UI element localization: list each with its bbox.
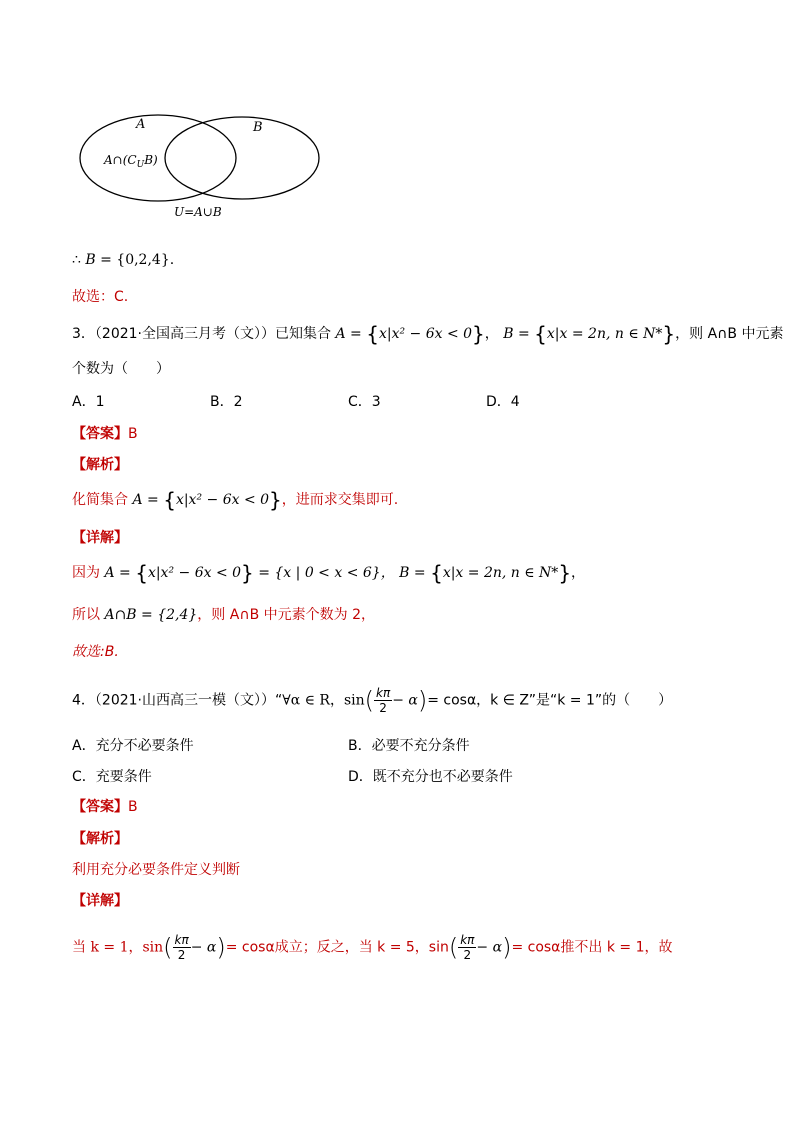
q4-detail-part3: = cosα推不出 k = 1，故 [511, 939, 673, 956]
q4-analysis-tag: 【解析】 [72, 831, 128, 847]
q4-option-c: C．充要条件 [72, 769, 152, 785]
q4-stem-after: = cosα，k ∈ Z”是“k = 1”的（ ） [427, 692, 673, 709]
q3-analysis-text: 化简集合 A = {x|x² − 6x < 0}，进而求交集即可. [72, 488, 399, 512]
q3-detail2-intersection: A∩B = {2,4} [104, 607, 198, 623]
q4-answer-value: B [128, 799, 138, 815]
q3-stem-prefix: 3．（2021·全国高三月考（文））已知集合 [72, 326, 331, 342]
q4-detail-frac2-num: kπ [460, 933, 475, 947]
q3-detail-tag: 【详解】 [72, 530, 128, 546]
venn-label-inner: $A\cap(C_UB)$ [104, 153, 158, 170]
q3-option-d: D．4 [486, 394, 520, 410]
q3-detail2-suffix: ，则 A∩B 中元素个数为 2， [197, 607, 375, 623]
q3-stem-suffix: ，则 A∩B 中元素 [675, 326, 784, 342]
q3-stem-line1: 3．（2021·全国高三月考（文））已知集合 A = {x|x² − 6x < 0}， B = {x|x = 2n, n ∈ N*}，则 A∩B 中元素 [72, 322, 784, 346]
q3-analysis-prefix: 化简集合 [72, 492, 128, 508]
venn-label-b: B [253, 120, 263, 135]
q4-detail-fraction-2 [458, 933, 476, 962]
q3-answer-tag: 【答案】 [72, 426, 128, 442]
q3-stem-line2: 个数为（ ） [72, 361, 170, 377]
q4-frac-num: kπ [376, 686, 391, 700]
q4-stem: 4．（2021·山西高三一模（文））“∀α ∈ R，sin( $\frac{k\pi}{2}$ − α)= cosα，k ∈ Z”是“k = 1”的（ ） [72, 686, 673, 715]
q4-option-d: D．既不充分也不必要条件 [348, 769, 513, 785]
q3-detail-line1: 因为 A = {x|x² − 6x < 0} = {x | 0 < x < 6}， B = {x|x = 2n, n ∈ N*}， [72, 561, 586, 585]
q3-analysis-set: x|x² − 6x < 0 [175, 492, 270, 508]
q4-stem-minus-alpha: − α [392, 692, 418, 709]
q3-set-b-body: x|x = 2n, n ∈ N* [546, 326, 663, 342]
q4-detail-minus1: − α [190, 939, 217, 956]
q4-detail-frac2-den: 2 [463, 948, 472, 962]
q3-analysis-suffix: ，进而求交集即可. [281, 492, 399, 508]
venn-diagram [76, 108, 326, 223]
q3-analysis-tag: 【解析】 [72, 457, 128, 473]
q3-detail-prefix: 因为 [72, 565, 100, 581]
q3-answer-value: B [128, 426, 138, 442]
q3-set-a-body: x|x² − 6x < 0 [378, 326, 473, 342]
therefore-symbol: ∴ [72, 252, 86, 268]
q4-fraction [374, 686, 392, 715]
q4-analysis-text: 利用充分必要条件定义判断 [72, 862, 240, 878]
q4-detail-frac1-den: 2 [177, 948, 186, 962]
q3-detail-set-a: x|x² − 6x < 0 [147, 565, 242, 581]
conclusion-set: = {0,2,4}. [95, 252, 175, 268]
q3-set-a-name: A [335, 326, 346, 342]
q4-detail-fraction-1 [173, 933, 191, 962]
q4-detail-line: 当 k = 1，sin( $\frac{k\pi}{2}$ − α)= cosα成立；反之，当 k = 5，sin( $\frac{k\pi}{2}$ − α)= cosα推不出 k = 1，故 [72, 933, 673, 962]
q4-option-a: A．充分不必要条件 [72, 738, 194, 754]
q4-detail-part1: 当 k = 1，sin [72, 939, 164, 956]
q4-stem-prefix: 4．（2021·山西高三一模（文））“ [72, 692, 283, 709]
q3-option-b: B．2 [210, 394, 243, 410]
q4-answer-tag: 【答案】 [72, 799, 128, 815]
venn-label-a: A [136, 117, 146, 132]
q4-detail-part2: = cosα成立；反之，当 k = 5，sin [225, 939, 449, 956]
q2-answer-line: 故选：C. [72, 289, 129, 305]
q4-frac-den: 2 [379, 701, 387, 715]
q4-detail-minus2: − α [476, 939, 503, 956]
q4-stem-forall: ∀α ∈ R，sin [282, 692, 365, 709]
q3-option-a: A．1 [72, 394, 105, 410]
q3-option-c: C．3 [348, 394, 381, 410]
q3-answer [72, 424, 138, 444]
q3-detail-set-b: x|x = 2n, n ∈ N* [442, 565, 559, 581]
q3-set-b-name: B [503, 326, 514, 342]
q3-detail-interval: = {x | 0 < x < 6}， [258, 565, 395, 581]
q3-final: 故选:B. [72, 644, 119, 660]
q4-answer [72, 797, 138, 817]
set-b-ellipse [165, 117, 319, 199]
q3-detail-line2 [72, 605, 375, 625]
q3-detail2-prefix: 所以 [72, 607, 100, 623]
q4-detail-tag: 【详解】 [72, 893, 128, 909]
conclusion-var: B [85, 252, 96, 268]
q4-detail-frac1-num: kπ [174, 933, 189, 947]
q2-conclusion [72, 250, 174, 270]
venn-label-universe: U=A∪B [174, 205, 222, 219]
q4-option-b: B．必要不充分条件 [348, 738, 470, 754]
